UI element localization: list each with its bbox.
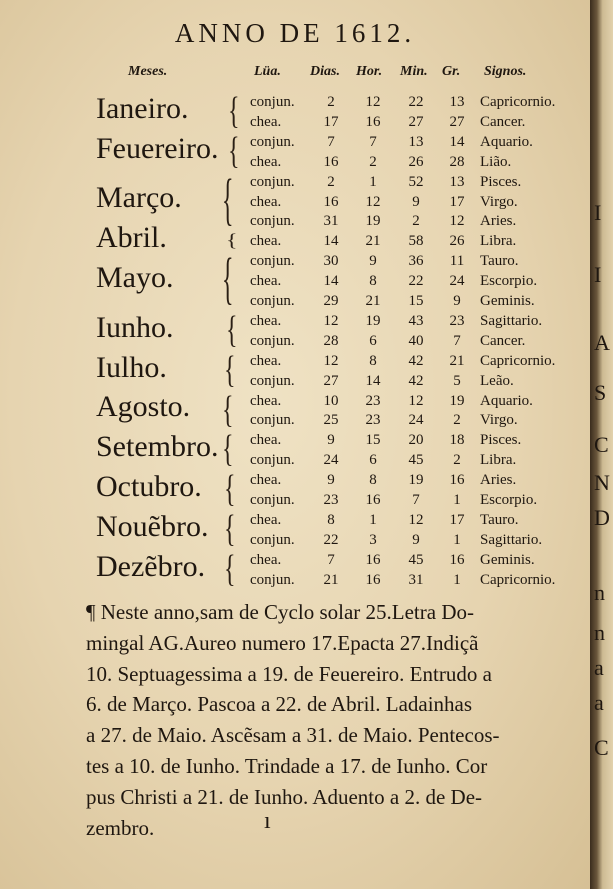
minute-value: 45 — [408, 551, 424, 568]
brace-glyph: { — [226, 310, 238, 352]
table-row — [0, 450, 590, 470]
minute-value: 19 — [408, 472, 424, 489]
lua-phase: chea. — [250, 472, 282, 489]
minute-value: 2 — [412, 213, 420, 230]
month-name: Iulho. — [96, 350, 167, 384]
table-row — [0, 470, 590, 490]
facing-page-edge — [590, 0, 613, 889]
edge-letter: I — [594, 262, 602, 287]
degree-value: 16 — [449, 551, 465, 568]
degree-value: 12 — [449, 213, 465, 230]
minute-value: 58 — [408, 233, 424, 250]
minute-value: 43 — [408, 312, 424, 329]
minute-value: 7 — [412, 492, 420, 508]
sign-name: Capricornio. — [480, 94, 556, 110]
degree-value: 5 — [453, 372, 461, 389]
lua-phase: chea. — [250, 392, 282, 409]
sign-name: Leão. — [480, 372, 514, 389]
lua-phase: conjun. — [250, 173, 295, 190]
lua-phase: conjun. — [250, 531, 295, 548]
sign-name: Tauro. — [480, 253, 519, 270]
header-hor: Hor. — [356, 64, 383, 79]
degree-value: 24 — [449, 273, 465, 290]
brace-glyph: { — [228, 91, 240, 133]
hour-value: 21 — [365, 293, 381, 309]
degree-value: 14 — [449, 133, 465, 150]
edge-letter: D — [594, 505, 610, 530]
month-name: Mayo. — [96, 261, 174, 295]
degree-value: 7 — [453, 332, 461, 349]
lua-phase: chea. — [250, 113, 282, 130]
degree-value: 19 — [449, 392, 465, 409]
table-row — [0, 331, 590, 351]
hour-value: 9 — [369, 253, 377, 270]
day-value: 21 — [323, 571, 339, 588]
day-value: 9 — [327, 432, 335, 449]
day-value: 12 — [323, 312, 339, 329]
lua-phase: chea. — [250, 551, 282, 568]
lua-phase: conjun. — [250, 293, 295, 309]
sign-name: Capricornio. — [480, 352, 556, 369]
sign-name: Aquario. — [480, 392, 533, 409]
paragraph-line: 6. de Março. Pascoa a 22. de Abril. Ladainhas — [86, 692, 473, 717]
lua-phase: chea. — [250, 233, 282, 250]
header-gr: Gr. — [442, 64, 461, 79]
sign-name: Sagittario. — [480, 312, 543, 329]
header-lua: Lüa. — [254, 64, 281, 79]
edge-letter: a — [594, 690, 604, 715]
sign-name: Libra. — [480, 452, 517, 469]
table-row — [0, 271, 590, 291]
month-name: Setembro. — [96, 430, 219, 464]
minute-value: 20 — [408, 432, 424, 449]
table-row — [0, 530, 590, 550]
brace-glyph: { — [224, 350, 236, 392]
brace-glyph: { — [228, 131, 240, 173]
header-dias: Dias. — [310, 64, 340, 79]
lua-phase: conjun. — [250, 571, 295, 588]
degree-value: 1 — [453, 571, 461, 588]
table-row — [0, 570, 590, 590]
lua-phase: chea. — [250, 273, 282, 290]
day-value: 2 — [327, 94, 335, 110]
month-name: Feuereiro. — [96, 131, 219, 165]
edge-letter: n — [594, 580, 605, 605]
sign-name: Pisces. — [480, 173, 522, 190]
paragraph-line: a 27. de Maio. Ascẽsam a 31. de Maio. Pentecos- — [86, 723, 500, 748]
hour-value: 6 — [369, 452, 377, 469]
day-value: 27 — [323, 372, 339, 389]
table-row — [0, 410, 590, 430]
minute-value: 12 — [408, 392, 424, 409]
lua-phase: conjun. — [250, 213, 295, 230]
edge-letter: S — [594, 380, 607, 405]
table-row — [0, 371, 590, 391]
table-row — [0, 211, 590, 231]
sign-name: Aries. — [480, 213, 517, 230]
lua-phase: chea. — [250, 352, 282, 369]
brace-glyph: { — [224, 469, 236, 511]
month-name: Março. — [96, 181, 182, 215]
hour-value: 19 — [365, 213, 381, 230]
sign-name: Tauro. — [480, 511, 519, 528]
degree-value: 16 — [449, 472, 465, 489]
lua-phase: chea. — [250, 153, 282, 170]
minute-value: 27 — [408, 113, 424, 130]
degree-value: 17 — [449, 193, 465, 210]
day-value: 24 — [323, 452, 339, 469]
minute-value: 42 — [408, 372, 424, 389]
degree-value: 23 — [449, 312, 465, 329]
minute-value: 9 — [412, 193, 420, 210]
hour-value: 16 — [365, 551, 381, 568]
degree-value: 17 — [449, 511, 465, 528]
minute-value: 9 — [412, 531, 420, 548]
degree-value: 1 — [453, 531, 461, 548]
paragraph-line: zembro. — [86, 815, 155, 840]
lua-phase: conjun. — [250, 452, 295, 469]
lua-phase: chea. — [250, 312, 282, 329]
hour-value: 19 — [365, 312, 381, 329]
hour-value: 3 — [369, 531, 377, 548]
edge-letter: N — [594, 470, 610, 495]
degree-value: 11 — [449, 253, 465, 270]
minute-value: 52 — [408, 173, 424, 190]
minute-value: 31 — [408, 571, 424, 588]
day-value: 12 — [323, 352, 339, 369]
lua-phase: conjun. — [250, 133, 295, 150]
sign-name: Aquario. — [480, 133, 533, 150]
hour-value: 1 — [369, 511, 377, 528]
edge-letter: A — [594, 330, 610, 355]
hour-value: 14 — [365, 372, 381, 389]
sign-name: Capricornio. — [480, 571, 556, 588]
hour-value: 21 — [365, 233, 381, 250]
day-value: 25 — [323, 412, 339, 429]
sign-name: Escorpio. — [480, 273, 538, 290]
day-value: 16 — [323, 193, 339, 210]
sign-name: Cancer. — [480, 332, 526, 349]
month-name: Agosto. — [96, 390, 191, 424]
minute-value: 15 — [408, 293, 424, 309]
table-row — [0, 152, 590, 172]
degree-value: 26 — [449, 233, 465, 250]
table-row — [0, 192, 590, 212]
day-value: 14 — [323, 273, 339, 290]
minute-value: 42 — [408, 352, 424, 369]
table-row — [0, 132, 590, 152]
brace-glyph: { — [224, 509, 236, 551]
hour-value: 7 — [369, 133, 377, 150]
day-value: 16 — [323, 153, 339, 170]
minute-value: 12 — [408, 511, 424, 528]
table-row — [0, 510, 590, 530]
day-value: 28 — [323, 332, 339, 349]
sign-name: Escorpio. — [480, 492, 538, 508]
sign-name: Cancer. — [480, 113, 526, 130]
sign-name: Pisces. — [480, 432, 522, 449]
minute-value: 13 — [408, 133, 424, 150]
hour-value: 16 — [365, 492, 381, 508]
day-value: 8 — [327, 511, 335, 528]
lua-phase: conjun. — [250, 94, 295, 110]
hour-value: 16 — [365, 571, 381, 588]
brace-glyph: { — [224, 549, 236, 591]
table-row — [0, 231, 590, 251]
month-name: Ianeiro. — [96, 91, 189, 125]
hour-value: 8 — [369, 472, 377, 489]
sign-name: Geminis. — [480, 293, 535, 309]
header-min: Min. — [400, 64, 428, 79]
brace-glyph: { — [226, 231, 238, 251]
day-value: 23 — [323, 492, 339, 508]
degree-value: 21 — [449, 352, 465, 369]
hour-value: 6 — [369, 332, 377, 349]
table-row — [0, 391, 590, 411]
edge-letter: C — [594, 432, 609, 457]
brace-glyph: { — [222, 429, 234, 471]
header-meses: Meses. — [128, 64, 168, 79]
day-value: 29 — [323, 293, 339, 309]
hour-value: 8 — [369, 352, 377, 369]
day-value: 31 — [323, 213, 339, 230]
hour-value: 2 — [369, 153, 377, 170]
month-name: Dezẽbro. — [96, 549, 206, 583]
header-signos: Signos. — [484, 64, 527, 79]
lua-phase: conjun. — [250, 372, 295, 389]
table-row — [0, 251, 590, 271]
hour-value: 1 — [369, 173, 377, 190]
table-row — [0, 291, 590, 311]
paragraph-line: 10. Septuagessima a 19. de Feuereiro. Entrudo a — [86, 661, 492, 686]
hour-value: 23 — [365, 412, 381, 429]
month-name: Nouẽbro. — [96, 509, 209, 543]
degree-value: 13 — [449, 94, 465, 110]
brace-glyph: { — [222, 249, 234, 313]
degree-value: 9 — [453, 293, 461, 309]
table-row — [0, 351, 590, 371]
degree-value: 2 — [453, 412, 461, 429]
brace-glyph: { — [222, 389, 234, 431]
hour-value: 16 — [365, 113, 381, 130]
degree-value: 13 — [449, 173, 465, 190]
month-name: Octubro. — [96, 470, 202, 503]
degree-value: 2 — [453, 452, 461, 469]
paragraph-line: mingal AG.Aureo numero 17.Epacta 27.Indiçã — [86, 630, 479, 655]
sign-name: Geminis. — [480, 551, 535, 568]
sign-name: Lião. — [480, 153, 512, 170]
sign-name: Virgo. — [480, 412, 518, 429]
day-value: 7 — [327, 133, 335, 150]
table-row — [0, 490, 590, 510]
table-row — [0, 311, 590, 331]
lua-phase: chea. — [250, 193, 282, 210]
table-row — [0, 92, 590, 112]
paragraph-line: tes a 10. de Iunho. Trindade a 17. de Iunho. Cor — [86, 753, 488, 778]
month-name: Iunho. — [96, 310, 174, 344]
sign-name: Aries. — [480, 472, 517, 489]
page-title: ANNO DE 1612. — [174, 18, 416, 48]
lua-phase: conjun. — [250, 332, 295, 349]
table-row — [0, 112, 590, 132]
day-value: 10 — [323, 392, 339, 409]
sign-name: Virgo. — [480, 193, 518, 210]
table-row — [0, 430, 590, 450]
paragraph-line: ¶ Neste anno,sam de Cyclo solar 25.Letra Do- — [86, 600, 474, 624]
hour-value: 8 — [369, 273, 377, 290]
lua-phase: conjun. — [250, 412, 295, 429]
day-value: 9 — [327, 472, 335, 489]
minute-value: 24 — [408, 412, 424, 429]
paragraph-line: pus Christi a 21. de Iunho. Aduento a 2. de De- — [86, 784, 483, 809]
edge-letter: n — [594, 620, 605, 645]
calendar-notes-paragraph — [86, 597, 566, 843]
day-value: 30 — [323, 253, 339, 270]
page-mark: ı — [264, 808, 271, 834]
sign-name: Libra. — [480, 233, 517, 250]
minute-value: 22 — [408, 94, 424, 110]
sign-name: Sagittario. — [480, 531, 543, 548]
day-value: 14 — [323, 233, 339, 250]
degree-value: 18 — [449, 432, 465, 449]
day-value: 22 — [323, 531, 339, 548]
hour-value: 23 — [365, 392, 381, 409]
table-row — [0, 172, 590, 192]
lua-phase: conjun. — [250, 253, 295, 270]
minute-value: 40 — [408, 332, 424, 349]
edge-letter: C — [594, 735, 609, 760]
lua-phase: chea. — [250, 432, 282, 449]
minute-value: 22 — [408, 273, 424, 290]
hour-value: 12 — [365, 94, 381, 110]
degree-value: 27 — [449, 113, 465, 130]
day-value: 17 — [323, 113, 339, 130]
lua-phase: conjun. — [250, 492, 295, 508]
day-value: 7 — [327, 551, 335, 568]
minute-value: 45 — [408, 452, 424, 469]
minute-value: 36 — [408, 253, 424, 270]
hour-value: 12 — [365, 193, 381, 210]
edge-letter: a — [594, 655, 604, 680]
brace-glyph: { — [222, 170, 234, 233]
edge-letter: I — [594, 200, 602, 225]
day-value: 2 — [327, 173, 335, 190]
degree-value: 1 — [453, 492, 461, 508]
degree-value: 28 — [449, 153, 465, 170]
minute-value: 26 — [408, 153, 424, 170]
month-name: Abril. — [96, 221, 167, 255]
lua-phase: chea. — [250, 511, 282, 528]
hour-value: 15 — [365, 432, 381, 449]
table-row — [0, 550, 590, 570]
